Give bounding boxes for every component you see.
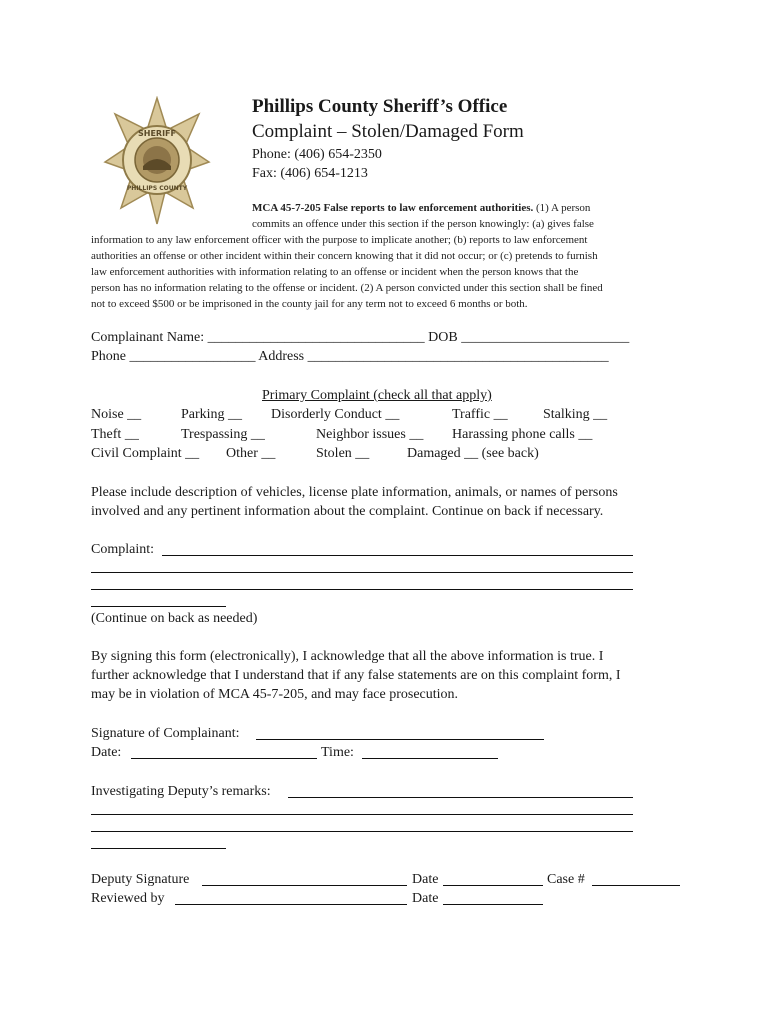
badge-text-bottom: PHILLIPS COUNTY bbox=[126, 185, 188, 192]
form-title: Complaint – Stolen/Damaged Form bbox=[252, 121, 524, 142]
reviewed-date-line[interactable] bbox=[443, 904, 543, 905]
checkbox-civil[interactable]: Civil Complaint __ bbox=[91, 446, 200, 461]
checkbox-neighbor[interactable]: Neighbor issues __ bbox=[316, 427, 424, 442]
reviewed-date-label: Date bbox=[412, 891, 439, 906]
checkbox-stolen[interactable]: Stolen __ bbox=[316, 446, 370, 461]
deputy-signature-line[interactable] bbox=[202, 885, 407, 886]
deputy-signature-label: Deputy Signature bbox=[91, 872, 190, 887]
description-line-1: Please include description of vehicles, license plate information, animals, or names of persons bbox=[91, 485, 618, 500]
time-input-line[interactable] bbox=[362, 758, 498, 759]
reviewed-by-label: Reviewed by bbox=[91, 891, 165, 906]
checkbox-disorderly[interactable]: Disorderly Conduct __ bbox=[271, 407, 400, 422]
checkbox-parking[interactable]: Parking __ bbox=[181, 407, 243, 422]
phone-address-field[interactable]: Phone __________________ Address ___________________________________________ bbox=[91, 349, 609, 364]
sheriff-badge-icon bbox=[103, 96, 211, 226]
complaint-input-line-1[interactable] bbox=[162, 555, 633, 556]
case-number-line[interactable] bbox=[592, 885, 680, 886]
checkbox-trespassing[interactable]: Trespassing __ bbox=[181, 427, 265, 442]
checkbox-noise[interactable]: Noise __ bbox=[91, 407, 142, 422]
deputy-date-line[interactable] bbox=[443, 885, 543, 886]
reviewed-by-line[interactable] bbox=[175, 904, 407, 905]
case-number-label: Case # bbox=[547, 872, 585, 887]
signature-label: Signature of Complainant: bbox=[91, 726, 240, 741]
statute-line-5: law enforcement authorities with information relating to an offense or incident when the person knows that the bbox=[91, 266, 579, 278]
statute-line-1 bbox=[252, 200, 590, 216]
checkbox-theft[interactable]: Theft __ bbox=[91, 427, 139, 442]
acknowledge-line-2: further acknowledge that I understand that if any false statements are on this complaint form, I bbox=[91, 668, 621, 683]
time-label: Time: bbox=[321, 745, 354, 760]
remarks-input-line-2[interactable] bbox=[91, 814, 633, 815]
checkbox-damaged[interactable]: Damaged __ (see back) bbox=[407, 446, 539, 461]
remarks-input-line-1[interactable] bbox=[288, 797, 633, 798]
deputy-date-label: Date bbox=[412, 872, 439, 887]
complaint-input-line-3[interactable] bbox=[91, 589, 633, 590]
statute-line-3: information to any law enforcement officer with the purpose to implicate another; (b) reports to law enforcement bbox=[91, 234, 588, 246]
remarks-label: Investigating Deputy’s remarks: bbox=[91, 784, 271, 799]
complainant-name-field[interactable]: Complainant Name: _______________________________ DOB ________________________ bbox=[91, 330, 630, 345]
remarks-input-line-3[interactable] bbox=[91, 831, 633, 832]
statute-text-1: (1) A person bbox=[533, 202, 591, 214]
description-line-2: involved and any pertinent information about the complaint. Continue on back if necessary. bbox=[91, 504, 604, 519]
statute-line-2: commits an offence under this section if the person knowingly: (a) gives false bbox=[252, 218, 594, 230]
statute-line-4: authorities an offense or other incident within their concern knowing that it did not occur; or (c) pretends to furnish bbox=[91, 250, 598, 262]
checkbox-other[interactable]: Other __ bbox=[226, 446, 276, 461]
phone-number: Phone: (406) 654-2350 bbox=[252, 147, 382, 162]
complaint-label: Complaint: bbox=[91, 542, 154, 557]
checkbox-stalking[interactable]: Stalking __ bbox=[543, 407, 608, 422]
date-input-line[interactable] bbox=[131, 758, 317, 759]
statute-line-7: not to exceed $500 or be imprisoned in the county jail for any term not to exceed 6 months or both. bbox=[91, 298, 528, 310]
complaint-input-line-4[interactable] bbox=[91, 606, 226, 607]
checkbox-harassing[interactable]: Harassing phone calls __ bbox=[452, 427, 593, 442]
fax-number: Fax: (406) 654-1213 bbox=[252, 166, 368, 181]
statute-line-6: person has no information relating to the offense or incident. (2) A person convicted under this section shall be fined bbox=[91, 282, 603, 294]
primary-complaint-heading: Primary Complaint (check all that apply) bbox=[262, 388, 492, 403]
badge-text-top: SHERIFF bbox=[138, 129, 176, 138]
remarks-input-line-4[interactable] bbox=[91, 848, 226, 849]
acknowledge-line-3: may be in violation of MCA 45-7-205, and may face prosecution. bbox=[91, 687, 459, 702]
checkbox-traffic[interactable]: Traffic __ bbox=[452, 407, 508, 422]
date-label: Date: bbox=[91, 745, 122, 760]
continue-note: (Continue on back as needed) bbox=[91, 611, 258, 626]
office-title: Phillips County Sheriff’s Office bbox=[252, 96, 508, 117]
statute-heading: MCA 45-7-205 False reports to law enforcement authorities. bbox=[252, 202, 534, 214]
acknowledge-line-1: By signing this form (electronically), I acknowledge that all the above information is true. I bbox=[91, 649, 604, 664]
signature-input-line[interactable] bbox=[256, 739, 544, 740]
complaint-input-line-2[interactable] bbox=[91, 572, 633, 573]
